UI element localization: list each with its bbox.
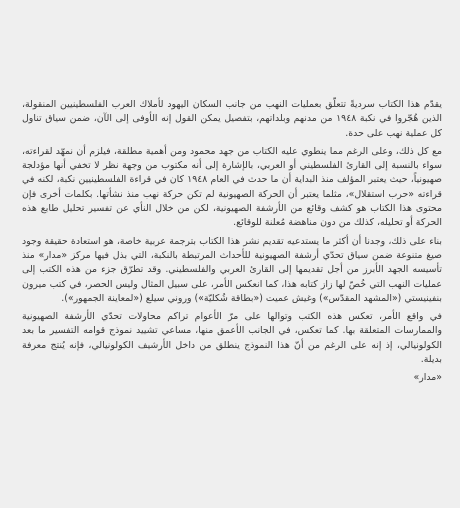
paragraph-perspective: مع كل ذلك، وعلى الرغم مما ينطوي عليه الكتاب من جهد محمود ومن أهمية مطلقة، فيلزم أن نمهّد لقراءته، سواء بالنسبة إلى القارئ الفلسطيني أو العربي، بالإشارة إلى أنه مكتوب من وجهة نظر لا تخفي أنها مؤدلجة صهيونياً، حيث يعتبر المؤلف منذ البداية أن ما حدث في العام ١٩٤٨ كان في قراءة الفلسطينيين نكبة، لكنه في قراءته «حرب استقلال»، مثلما يعتبر أن الحركة الصهيونية لم تكن حركة نهب منذ نشأتها. بكلمات أخرى فإن محتوى هذا الكتاب هو كشف وقائع من الأرشفة الصهيونية، لكن من خلال النأي عن تفسير تحليل طابع هذه الحركة أو تحليله، كذلك من دون مناهضة مُعلنة للوقائع.	[22, 145, 442, 229]
paragraph-conclusion: في واقع الأمر، تعكس هذه الكتب وتوالها على مرّ الأعوام تراكم محاولات تحدّي الأرشفة الصهيونية والممارسات المتعلقة بها. كما تعكس، في الجانب الأعمق منها، مساعي تشييد نموذج قوامه التفسير ما بعد الكولونيالي، إذ إنه على الرغم من أنّ هذا النموذج ينطلق من داخل الأرشيف الكولونيالي، فإنه يُنتج معرفة بديلة.	[22, 311, 442, 366]
signature: «مدار»	[413, 372, 442, 384]
paragraph-intro: يقدّم هذا الكتاب سرديةً تتعلّق بعمليات النهب من جانب السكان اليهود لأملاك العرب الفلسطينيين المنقولة، الذين هُجّروا في نكبة ١٩٤٨ من مدنهم وبلداتهم، بتفصيل يمكن القول إنه الأوفى إلى الآن، ضمن سياق تناول كل عملية نهب على حدة.	[22, 99, 442, 139]
paragraph-translation: بناء على ذلك، وجدنا أن أكثر ما يستدعيه تقديم نشر هذا الكتاب بترجمة عربية خاصة، هو استعادة حقيقة وجود صيغ متنوعة ضمن سياق تحدّي أرشفة الصهيونية للأحداث المرتبطة بالنكبة، التي بذل فيها مركز «مدار» منذ تأسيسه الجهد الأبرز من أجل تقديمها إلى القارئ العربي والفلسطيني. وقد تطرّق جزء من هذه الكتب إلى عمليات النهب التي خُصّ لها زاز كتابه هذا، كما انعكس الأمر، على سبيل المثال وليس الحصر، في كتب ميرون بنفينيستي («المشهد المقدّس») وغيش عميت («بطاقة شُكليّة») وروني سيلع («لمعاينة الجمهور»).	[22, 235, 442, 304]
document-page	[22, 98, 442, 386]
